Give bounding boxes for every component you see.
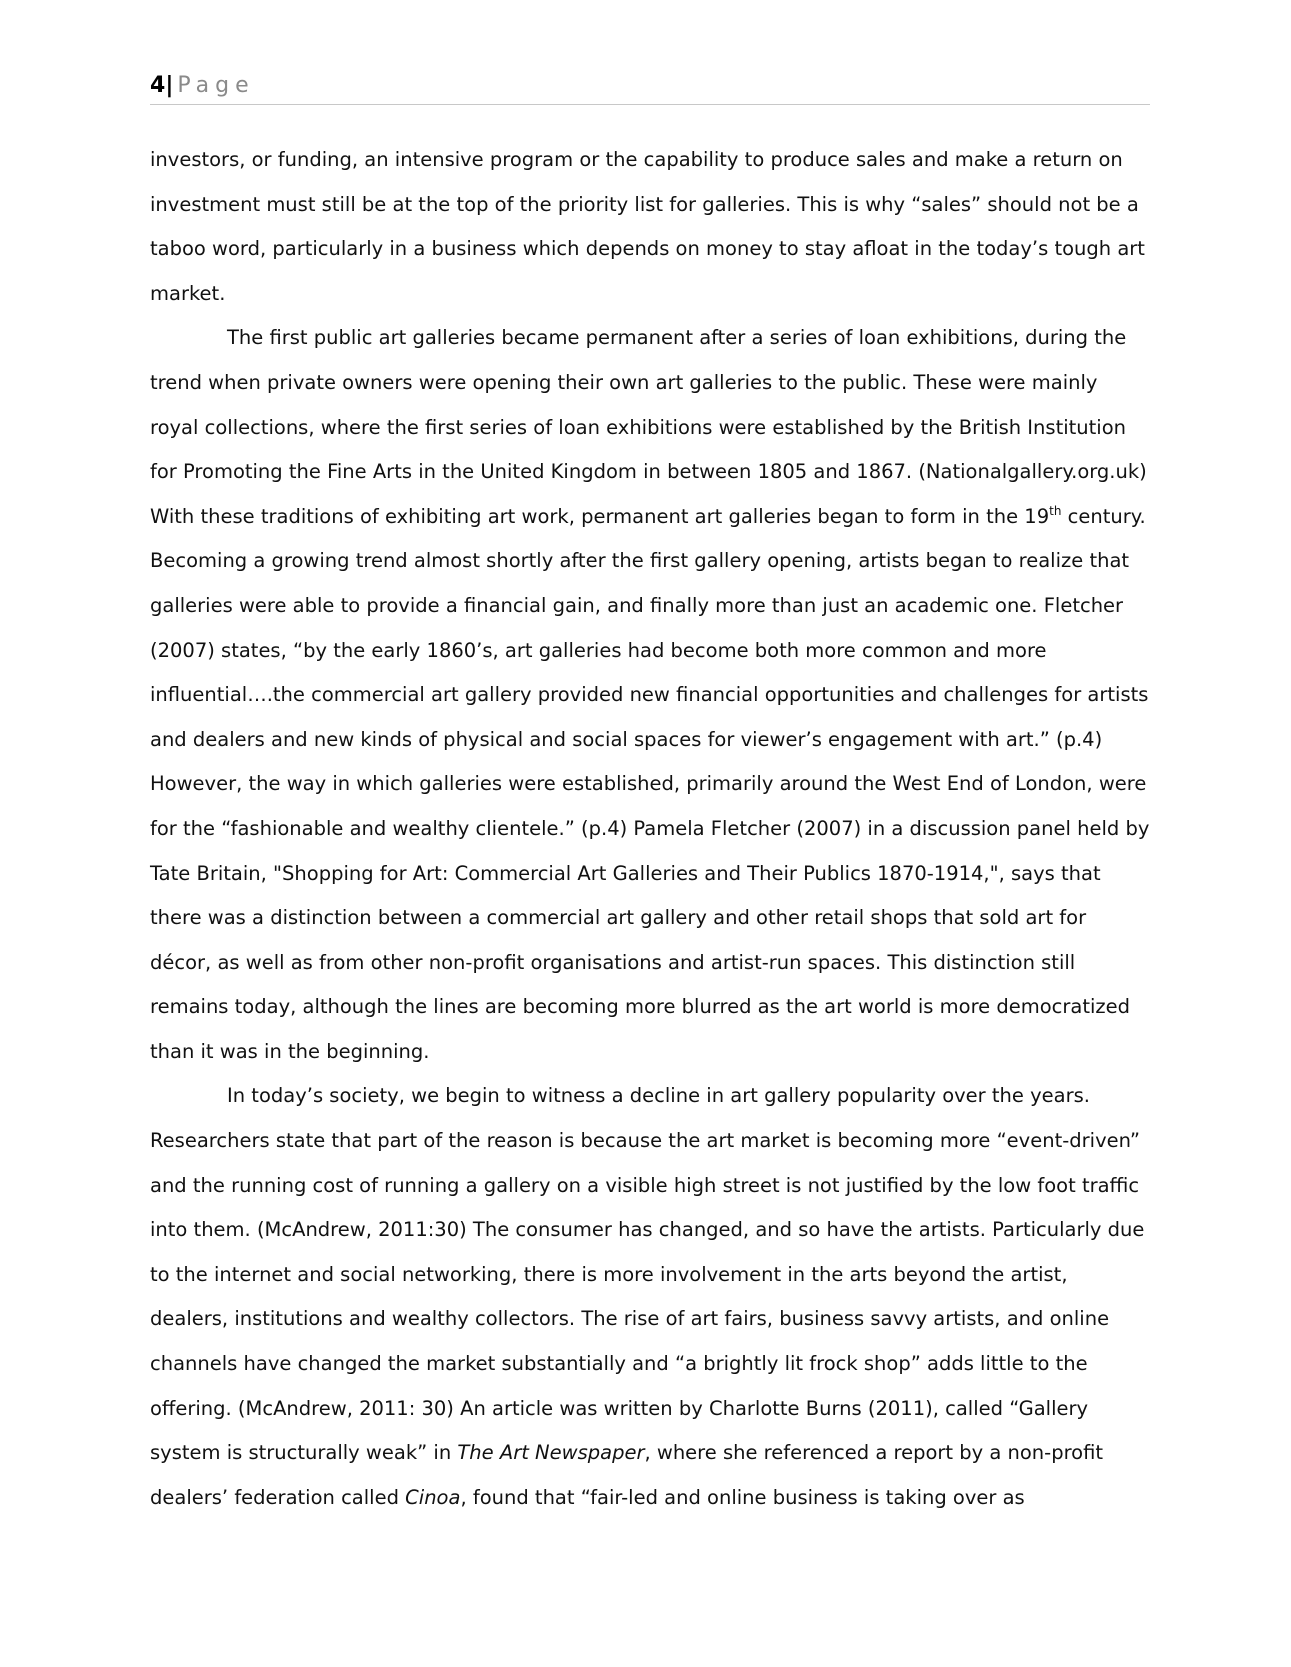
page-label: Page	[177, 73, 255, 98]
paragraph-3-part-c: , found that “fair-led and online business is taking over as	[460, 1485, 1025, 1509]
paragraph-3-part-b: , where she referenced a report by a non-profit dealers’ federation called	[150, 1441, 1104, 1509]
paragraph-2-part-a: The first public art galleries became permanent after a series of loan exhibitions, during the trend when private owners were opening their own art galleries to the public. These were mainly royal collections, where the first series of loan exhibitions were established by the British Institution for Promoting the Fine Arts in the United Kingdom in between 1805 and 1867. (Nationalgallery.org.uk) With these traditions of exhibiting art work, permanent art galleries began to form in the 19	[150, 326, 1147, 528]
page-number: 4	[150, 73, 166, 98]
paragraph-3	[150, 1074, 1150, 1520]
body-text	[150, 138, 1150, 1520]
header-separator: |	[165, 73, 174, 98]
publication-title: The Art Newspaper	[457, 1441, 645, 1465]
organisation-name: Cinoa	[405, 1485, 461, 1509]
paragraph-1: investors, or funding, an intensive program or the capability to produce sales and make a return on investment must still be at the top of the priority list for galleries. This is why “sales” should not be a taboo word, particularly in a business which depends on money to stay afloat in the today’s tough art market.	[150, 148, 1145, 305]
paragraph-2	[150, 316, 1150, 1074]
page-header	[150, 68, 1150, 105]
superscript-th: th	[1049, 503, 1062, 518]
paragraph-3-part-a: In today’s society, we begin to witness a decline in art gallery popularity over the years. Researchers state that part of the reason is because the art market is becoming more “event-driven” and the running cost of running a gallery on a visible high street is not justified by the low foot traffic into them. (McAndrew, 2011:30) The consumer has changed, and so have the artists. Particularly due to the internet and social networking, there is more involvement in the arts beyond the artist, dealers, institutions and wealthy collectors. The rise of art fairs, business savvy artists, and online channels have changed the market substantially and “a brightly lit frock shop” adds little to the offering. (McAndrew, 2011: 30) An article was written by Charlotte Burns (2011), called “Gallery system is structurally weak” in	[150, 1084, 1145, 1465]
paragraph-2-part-b: century. Becoming a growing trend almost shortly after the first gallery opening, artists began to realize that galleries were able to provide a financial gain, and finally more than just an academic one. Fletcher (2007) states, “by the early 1860’s, art galleries had become both more common and more influential….the commercial art gallery provided new financial opportunities and challenges for artists and dealers and new kinds of physical and social spaces for viewer’s engagement with art.” (p.4) However, the way in which galleries were established, primarily around the West End of London, were for the “fashionable and wealthy clientele.” (p.4) Pamela Fletcher (2007) in a discussion panel held by Tate Britain, "Shopping for Art: Commercial Art Galleries and Their Publics 1870-1914,", says that there was a distinction between a commercial art gallery and other retail shops that sold art for décor, as well as from other non-profit organisations and artist-run spaces. This distinction still remains today, although the lines are becoming more blurred as the art world is more democratized than it was in the beginning.	[150, 504, 1150, 1063]
